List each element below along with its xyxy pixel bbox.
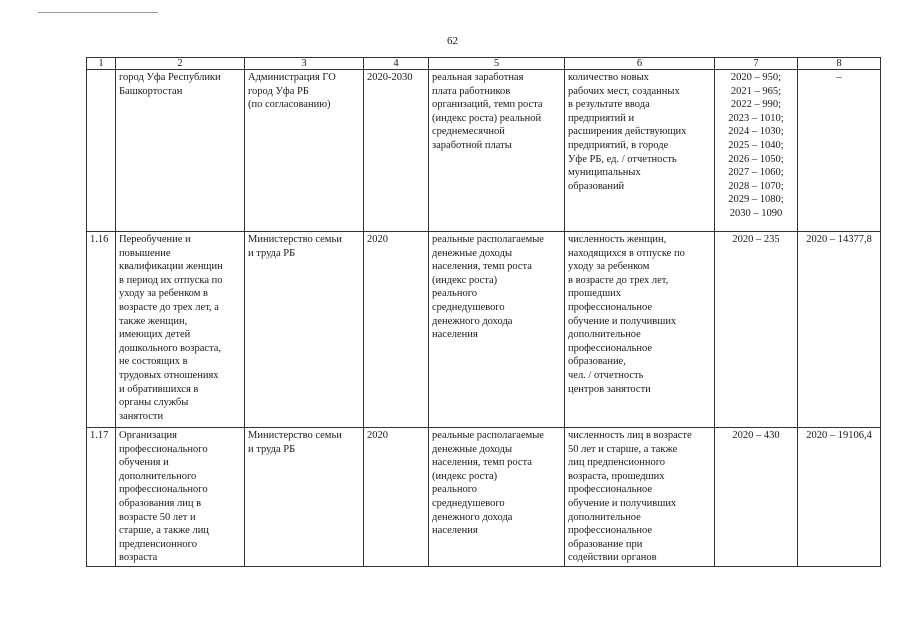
top-rule	[38, 12, 158, 13]
table-row	[87, 428, 881, 567]
col-5-header: 5	[429, 58, 565, 70]
result-cell: количество новых рабочих мест, созданных в результате ввода предприятий и расширения действующих предприятий, в городе Уфе РБ, ед. / отчетность муниципальных образований	[565, 70, 715, 232]
activity-name-cell: Организация профессионального обучения и дополнительного профессионального образования лиц в возрасте 50 лет и старше, а также лиц предпенсионного возраста	[116, 428, 245, 567]
col-2-header: 2	[116, 58, 245, 70]
page-number: 62	[447, 35, 458, 47]
col-8-header: 8	[798, 58, 881, 70]
values-cell: 2020 – 950; 2021 – 965; 2022 – 990; 2023 – 1010; 2024 – 1030; 2025 – 1040; 2026 – 1050; 2027 – 1060; 2028 – 1070; 2029 – 1080; 2030 – 1090	[715, 70, 798, 232]
period-cell: 2020-2030	[364, 70, 429, 232]
col-1-header: 1	[87, 58, 116, 70]
result-cell: численность лиц в возрасте 50 лет и старше, а также лиц предпенсионного возраста, прошедших профессиональное обучение и получивших дополнительное профессиональное образование при содействии органов	[565, 428, 715, 567]
executor-cell: Администрация ГО город Уфа РБ (по согласованию)	[245, 70, 364, 232]
values-cell: 2020 – 235	[715, 232, 798, 428]
table-row	[87, 70, 881, 232]
indicator-cell: реальные располагаемые денежные доходы населения, темп роста (индекс роста) реального среднедушевого денежного дохода населения	[429, 428, 565, 567]
column-number-row	[87, 58, 881, 70]
indicator-cell: реальная заработная плата работников организаций, темп роста (индекс роста) реальной среднемесячной заработной платы	[429, 70, 565, 232]
row-number-cell: 1.17	[87, 428, 116, 567]
executor-cell: Министерство семьи и труда РБ	[245, 232, 364, 428]
result-cell: численность женщин, находящихся в отпуске по уходу за ребенком в возрасте до трех лет, прошедших профессиональное обучение и получивших дополнительное профессиональное образование, чел. / отчетность центров занятости	[565, 232, 715, 428]
indicator-cell: реальные располагаемые денежные доходы населения, темп роста (индекс роста) реального среднедушевого денежного дохода населения	[429, 232, 565, 428]
col-3-header: 3	[245, 58, 364, 70]
finance-cell: 2020 – 19106,4	[798, 428, 881, 567]
col-7-header: 7	[715, 58, 798, 70]
activity-name-cell: Переобучение и повышение квалификации женщин в период их отпуска по уходу за ребенком в возрасте до трех лет, а также женщин, имеющих детей дошкольного возраста, не состоящих в трудовых отношениях и обратившихся в органы службы занятости	[116, 232, 245, 428]
col-4-header: 4	[364, 58, 429, 70]
finance-cell: 2020 – 14377,8	[798, 232, 881, 428]
period-cell: 2020	[364, 232, 429, 428]
row-number-cell: 1.16	[87, 232, 116, 428]
activity-name-cell: город Уфа Республики Башкортостан	[116, 70, 245, 232]
col-6-header: 6	[565, 58, 715, 70]
values-cell: 2020 – 430	[715, 428, 798, 567]
period-cell: 2020	[364, 428, 429, 567]
row-number-cell	[87, 70, 116, 232]
executor-cell: Министерство семьи и труда РБ	[245, 428, 364, 567]
finance-cell: –	[798, 70, 881, 232]
table-row	[87, 232, 881, 428]
program-table	[86, 57, 881, 567]
